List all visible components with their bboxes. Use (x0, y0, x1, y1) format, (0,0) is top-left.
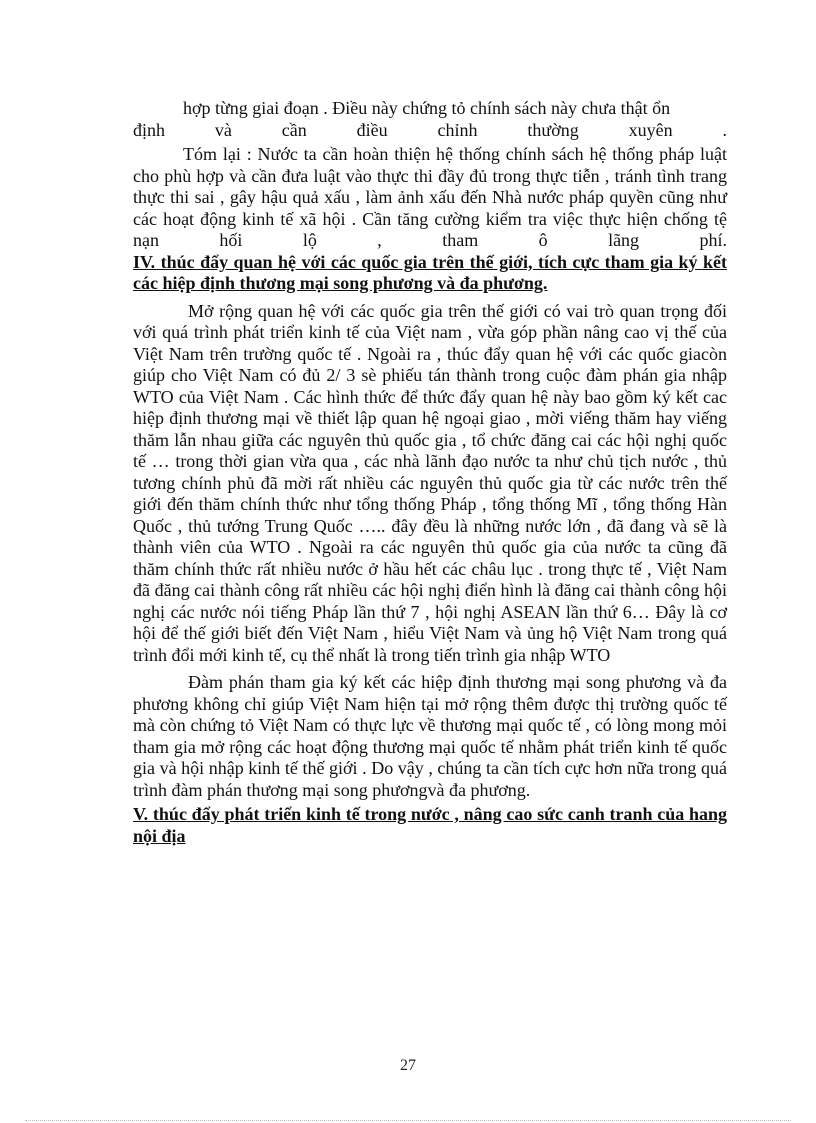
section-heading-v: V. thúc đẩy phát triển kinh tế trong nước , nâng cao sức canh tranh của hang nội địa (133, 804, 727, 846)
footer-divider (25, 1120, 791, 1121)
paragraph-summary: Tóm lại : Nước ta cần hoàn thiện hệ thống chính sách hệ thống pháp luật cho phù hợp và cần đưa luật vào thực thi đầy đủ trong thực tiễn , tránh tình trang thực thi sai , gây hậu quả xấu , làm ảnh xấu đến Nhà nước pháp quyền cũng như các hoạt động kinh tế xã hội . Cần tăng cường kiểm tra việc thực hiện chống tệ nạn hối lộ , tham ô lãng phí. (133, 144, 727, 250)
paragraph-trade-negotiations: Đàm phán tham gia ký kết các hiệp định thương mại song phương và đa phương không chỉ giúp Việt Nam hiện tại mở rộng thêm được thị trường quốc tế mà còn chứng tỏ Việt Nam có thực lực về thương mại quốc tế , có lòng mong mỏi tham gia mở rộng các hoạt động thương mại quốc tế nhằm phát triển kinh tế quốc gia và hội nhập kinh tế thế giới . Do vậy , chúng ta cần tích cực hơn nữa trong quá trình đàm phán thương mại song phươngvà đa phương. (133, 672, 727, 800)
paragraph-continuation-line1: hợp từng giai đoạn . Điều này chứng tỏ chính sách này chưa thật ổn (183, 98, 671, 118)
section-heading-iv: IV. thúc đẩy quan hệ với các quốc gia trên thế giới, tích cực tham gia ký kết các hiệp định thương mại song phương và đa phương. (133, 251, 727, 293)
page-body (133, 98, 727, 847)
page-number: 27 (400, 1057, 416, 1074)
paragraph-international-relations: Mở rộng quan hệ với các quốc gia trên thế giới có vai trò quan trọng đối với quá trình phát triển kinh tế của Việt nam , vừa góp phần nâng cao vị thế của Việt Nam trên trường quốc tế . Ngoài ra , thúc đẩy quan hệ với các quốc giacòn giúp cho Việt Nam có đủ 2/ 3 sè phiếu tán thành trong cuộc đàm phán gia nhập WTO của Việt Nam . Các hình thức để thức đẩy quan hệ này bao gồm ký kết cac hiệp định thương mại về thiết lập quan hệ ngoại giao , mời viếng thăm hay viếng thăm lẫn nhau giữa các nguyên thủ quốc gia , tổ chức đăng cai các hội nghị quốc tế … trong thời gian vừa qua , các nhà lãnh đạo nước ta như chủ tịch nước , thủ tương chính phủ đã mời rất nhiều các nguyên thủ quốc gia từ các nước trên thế giới đến thăm chính thức như tổng thống Pháp , tổng thống Mĩ , tổng thống Hàn Quốc , thủ tướng Trung Quốc ….. đây đều là những nước lớn , đã đang và sẽ là thành viên của WTO . Ngoài ra các nguyên thủ quốc gia của nước ta cũng đã thăm chính thức rất nhiều nước ở hầu hết các châu lục . trong thực tế , Việt Nam đã đăng cai thành công rất nhiều các hội nghị điển hình là đăng cai thành công hội nghị các nước nói tiếng Pháp lần thứ 7 , hội nghị ASEAN lần thứ 6… Đây là cơ hội để thế giới biết đến Việt Nam , hiểu Việt Nam và ủng hộ Việt Nam trong quá trình đổi mới kinh tế, cụ thể nhất là trong tiến trình gia nhập WTO (133, 300, 727, 665)
paragraph-continuation-line2: định và cần điều chỉnh thường xuyên . (133, 119, 727, 140)
